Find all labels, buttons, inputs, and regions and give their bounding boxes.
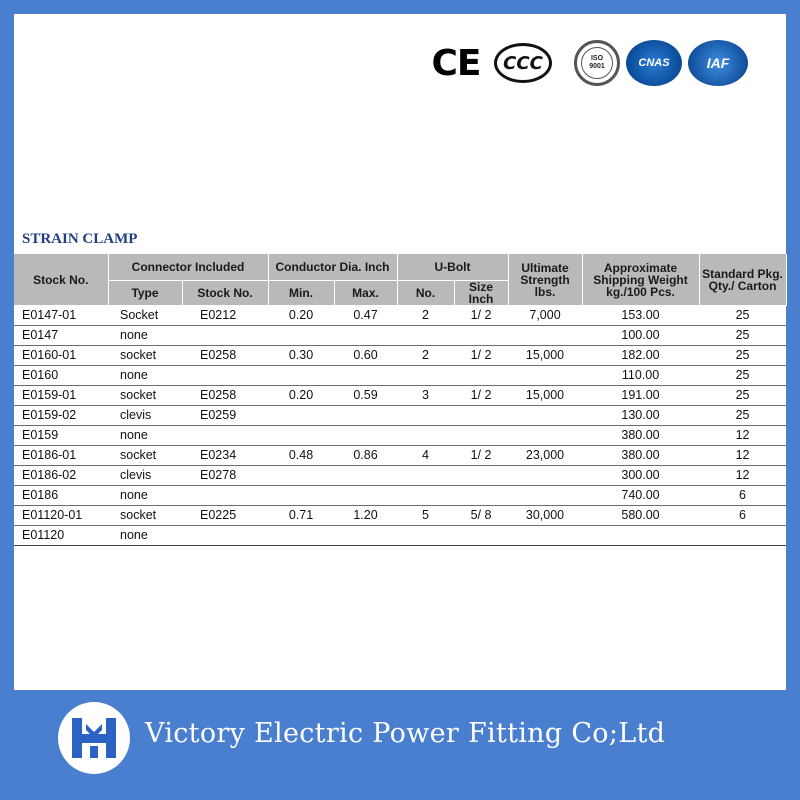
cell-type: socket (108, 346, 182, 366)
section-title: STRAIN CLAMP (22, 231, 138, 247)
cell-min: 0.30 (268, 346, 334, 366)
cell-qty: 25 (699, 306, 786, 326)
cell-size (454, 406, 508, 426)
cell-strength: 7,000 (508, 306, 582, 326)
cell-connector-stock-no (182, 326, 268, 346)
cell-type: none (108, 366, 182, 386)
header-size-inch: Size Inch (454, 281, 508, 306)
iaf-logo-icon (688, 40, 748, 86)
cell-max: 0.59 (334, 386, 397, 406)
cell-qty: 12 (699, 466, 786, 486)
cell-stock-no: E0159-02 (14, 406, 108, 426)
cell-no: 2 (397, 306, 454, 326)
cell-connector-stock-no (182, 366, 268, 386)
cell-max (334, 486, 397, 506)
cell-stock-no: E0160-01 (14, 346, 108, 366)
cell-strength (508, 406, 582, 426)
header-connector-included: Connector Included (108, 254, 268, 281)
cell-strength (508, 426, 582, 446)
cell-size: 1/ 2 (454, 306, 508, 326)
cell-size (454, 466, 508, 486)
cell-type: none (108, 426, 182, 446)
header-type: Type (108, 281, 182, 306)
cell-weight: 182.00 (582, 346, 699, 366)
header-pkg-qty: Standard Pkg. Qty./ Carton (699, 254, 786, 306)
cell-max: 0.86 (334, 446, 397, 466)
cell-type: socket (108, 506, 182, 526)
cell-max: 0.60 (334, 346, 397, 366)
table-row (14, 466, 786, 486)
cell-max (334, 406, 397, 426)
cell-stock-no: E0159 (14, 426, 108, 446)
cell-connector-stock-no (182, 526, 268, 546)
cell-qty: 12 (699, 446, 786, 466)
cell-weight (582, 526, 699, 546)
cell-no (397, 326, 454, 346)
cell-qty (699, 526, 786, 546)
cell-stock-no: E0186-02 (14, 466, 108, 486)
cell-weight: 740.00 (582, 486, 699, 506)
ce-mark-icon (428, 38, 484, 88)
table-row (14, 406, 786, 426)
table-row (14, 306, 786, 326)
header-max: Max. (334, 281, 397, 306)
cell-weight: 130.00 (582, 406, 699, 426)
footer-banner (0, 690, 800, 800)
cell-min: 0.48 (268, 446, 334, 466)
cnas-logo-icon (626, 40, 682, 86)
cell-type: none (108, 486, 182, 506)
cell-strength: 23,000 (508, 446, 582, 466)
cell-strength (508, 366, 582, 386)
cell-strength: 15,000 (508, 346, 582, 366)
cell-connector-stock-no: E0259 (182, 406, 268, 426)
header-shipping-weight: Approximate Shipping Weight kg./100 Pcs. (582, 254, 699, 306)
ccc-mark-text: CCC (503, 52, 543, 74)
cell-max (334, 466, 397, 486)
cnas-logo-text: CNAS (638, 57, 670, 69)
cell-size: 1/ 2 (454, 386, 508, 406)
spec-table-body (14, 306, 786, 546)
cell-min (268, 466, 334, 486)
cell-strength (508, 326, 582, 346)
cell-max (334, 366, 397, 386)
cell-weight: 580.00 (582, 506, 699, 526)
cell-type: socket (108, 446, 182, 466)
cell-type: Socket (108, 306, 182, 326)
cell-min: 0.20 (268, 306, 334, 326)
cell-strength: 15,000 (508, 386, 582, 406)
cell-no: 5 (397, 506, 454, 526)
table-row (14, 366, 786, 386)
cell-strength (508, 466, 582, 486)
cell-stock-no: E0147-01 (14, 306, 108, 326)
header-ultimate-strength: Ultimate Strength lbs. (508, 254, 582, 306)
table-row (14, 526, 786, 546)
cell-stock-no: E0159-01 (14, 386, 108, 406)
cell-no (397, 466, 454, 486)
table-row (14, 386, 786, 406)
cell-weight: 100.00 (582, 326, 699, 346)
cell-connector-stock-no: E0258 (182, 386, 268, 406)
cell-weight: 380.00 (582, 426, 699, 446)
cell-max (334, 526, 397, 546)
cell-no (397, 486, 454, 506)
cell-connector-stock-no: E0225 (182, 506, 268, 526)
header-connector-stock-no: Stock No. (182, 281, 268, 306)
cell-type: clevis (108, 466, 182, 486)
cell-min (268, 426, 334, 446)
cell-size (454, 486, 508, 506)
cell-qty: 25 (699, 326, 786, 346)
cell-qty: 25 (699, 406, 786, 426)
cell-size (454, 366, 508, 386)
spec-table (14, 254, 787, 546)
cell-type: socket (108, 386, 182, 406)
cell-stock-no: E01120 (14, 526, 108, 546)
cell-no (397, 426, 454, 446)
cell-size: 1/ 2 (454, 446, 508, 466)
cell-max: 1.20 (334, 506, 397, 526)
cell-size (454, 526, 508, 546)
header-stock-no: Stock No. (14, 254, 108, 306)
cell-type: none (108, 526, 182, 546)
company-logo-mark (66, 710, 122, 766)
cell-connector-stock-no (182, 426, 268, 446)
cell-qty: 25 (699, 386, 786, 406)
cell-size (454, 326, 508, 346)
cell-min (268, 326, 334, 346)
cell-connector-stock-no: E0234 (182, 446, 268, 466)
cell-strength (508, 526, 582, 546)
cell-min (268, 406, 334, 426)
table-row (14, 446, 786, 466)
ce-mark-text: CE (431, 42, 481, 84)
cell-size (454, 426, 508, 446)
cell-type: clevis (108, 406, 182, 426)
cell-min: 0.71 (268, 506, 334, 526)
cell-weight: 191.00 (582, 386, 699, 406)
cell-stock-no: E0186-01 (14, 446, 108, 466)
cell-size: 5/ 8 (454, 506, 508, 526)
table-row (14, 506, 786, 526)
cell-min: 0.20 (268, 386, 334, 406)
cell-qty: 6 (699, 506, 786, 526)
cell-qty: 25 (699, 366, 786, 386)
cell-no (397, 406, 454, 426)
iaf-logo-text: IAF (706, 55, 730, 71)
company-logo-icon (58, 702, 130, 774)
table-row (14, 426, 786, 446)
cell-strength: 30,000 (508, 506, 582, 526)
cell-no: 3 (397, 386, 454, 406)
cell-connector-stock-no: E0278 (182, 466, 268, 486)
cell-max: 0.47 (334, 306, 397, 326)
ccc-mark-icon (494, 43, 552, 83)
header-conductor-dia: Conductor Dia. Inch (268, 254, 397, 281)
cell-min (268, 526, 334, 546)
cell-size: 1/ 2 (454, 346, 508, 366)
cell-weight: 110.00 (582, 366, 699, 386)
cell-stock-no: E0186 (14, 486, 108, 506)
header-min: Min. (268, 281, 334, 306)
cell-min (268, 486, 334, 506)
table-row (14, 346, 786, 366)
cell-qty: 6 (699, 486, 786, 506)
certification-logos (428, 38, 748, 88)
cell-no: 2 (397, 346, 454, 366)
cell-stock-no: E0160 (14, 366, 108, 386)
header-u-bolt: U-Bolt (397, 254, 508, 281)
cell-connector-stock-no: E0258 (182, 346, 268, 366)
cell-qty: 25 (699, 346, 786, 366)
cell-max (334, 326, 397, 346)
table-row (14, 326, 786, 346)
cell-stock-no: E01120-01 (14, 506, 108, 526)
cell-no (397, 526, 454, 546)
company-name: Victory Electric Power Fitting Co;Ltd (145, 718, 666, 749)
iso-seal-line2: 9001 (589, 63, 605, 70)
iso-9001-seal-icon (574, 40, 620, 86)
cell-weight: 380.00 (582, 446, 699, 466)
cell-stock-no: E0147 (14, 326, 108, 346)
cell-connector-stock-no: E0212 (182, 306, 268, 326)
cell-connector-stock-no (182, 486, 268, 506)
cell-max (334, 426, 397, 446)
iso-seal-line1: ISO (590, 55, 604, 62)
cell-weight: 153.00 (582, 306, 699, 326)
table-row (14, 486, 786, 506)
cell-no: 4 (397, 446, 454, 466)
cell-strength (508, 486, 582, 506)
cell-no (397, 366, 454, 386)
cell-weight: 300.00 (582, 466, 699, 486)
cell-qty: 12 (699, 426, 786, 446)
cell-min (268, 366, 334, 386)
iso-seal-inner (581, 47, 613, 79)
cell-type: none (108, 326, 182, 346)
header-no: No. (397, 281, 454, 306)
